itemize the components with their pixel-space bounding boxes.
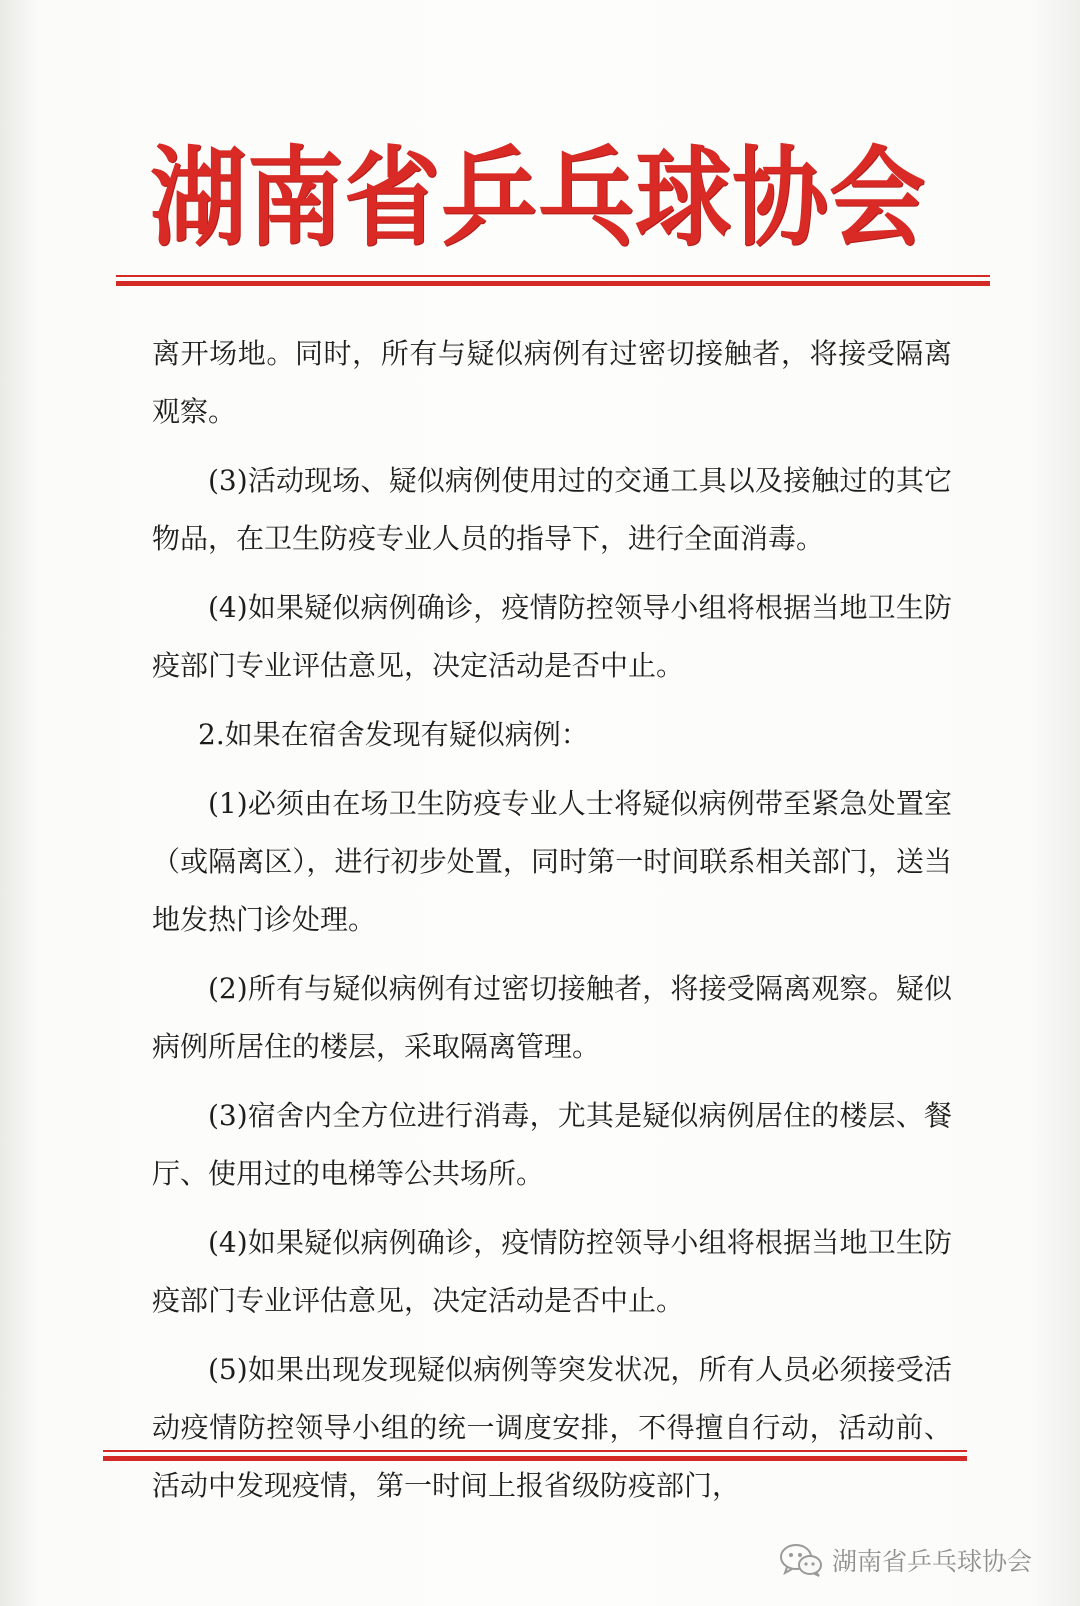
document-body	[152, 325, 952, 1526]
section-heading: 2.如果在宿舍发现有疑似病例：	[198, 718, 589, 751]
rule-thin-line	[103, 1450, 967, 1452]
letterhead-title: 湖南省乒乓球协会	[150, 134, 926, 261]
watermark-text: 湖南省乒乓球协会	[832, 1547, 1033, 1576]
paragraph: (3)宿舍内全方位进行消毒，尤其是疑似病例居住的楼层、餐厅、使用过的电梯等公共场所。	[152, 1099, 952, 1190]
paragraph: (4)如果疑似病例确诊，疫情防控领导小组将根据当地卫生防疫部门专业评估意见，决定活动是否中止。	[152, 1226, 952, 1317]
rule-thick-line	[116, 281, 990, 286]
rule-thin-line	[116, 275, 990, 277]
paragraph: (4)如果疑似病例确诊，疫情防控领导小组将根据当地卫生防疫部门专业评估意见，决定活动是否中止。	[152, 591, 952, 682]
wechat-watermark	[778, 1538, 1032, 1582]
paragraph: (2)所有与疑似病例有过密切接触者，将接受隔离观察。疑似病例所居住的楼层，采取隔离管理。	[152, 972, 952, 1063]
paragraph: (1)必须由在场卫生防疫专业人士将疑似病例带至紧急处置室（或隔离区），进行初步处置，同时第一时间联系相关部门，送当地发热门诊处理。	[152, 787, 952, 936]
paragraph: (5)如果出现发现疑似病例等突发状况，所有人员必须接受活动疫情防控领导小组的统一调度安排，不得擅自行动，活动前、活动中发现疫情，第一时间上报省级防疫部门，	[152, 1353, 952, 1502]
paragraph: 离开场地。同时，所有与疑似病例有过密切接触者，将接受隔离观察。	[152, 337, 952, 428]
rule-thick-line	[103, 1456, 967, 1461]
paragraph: (3)活动现场、疑似病例使用过的交通工具以及接触过的其它物品，在卫生防疫专业人员的指导下，进行全面消毒。	[152, 464, 952, 555]
wechat-icon	[778, 1542, 824, 1578]
